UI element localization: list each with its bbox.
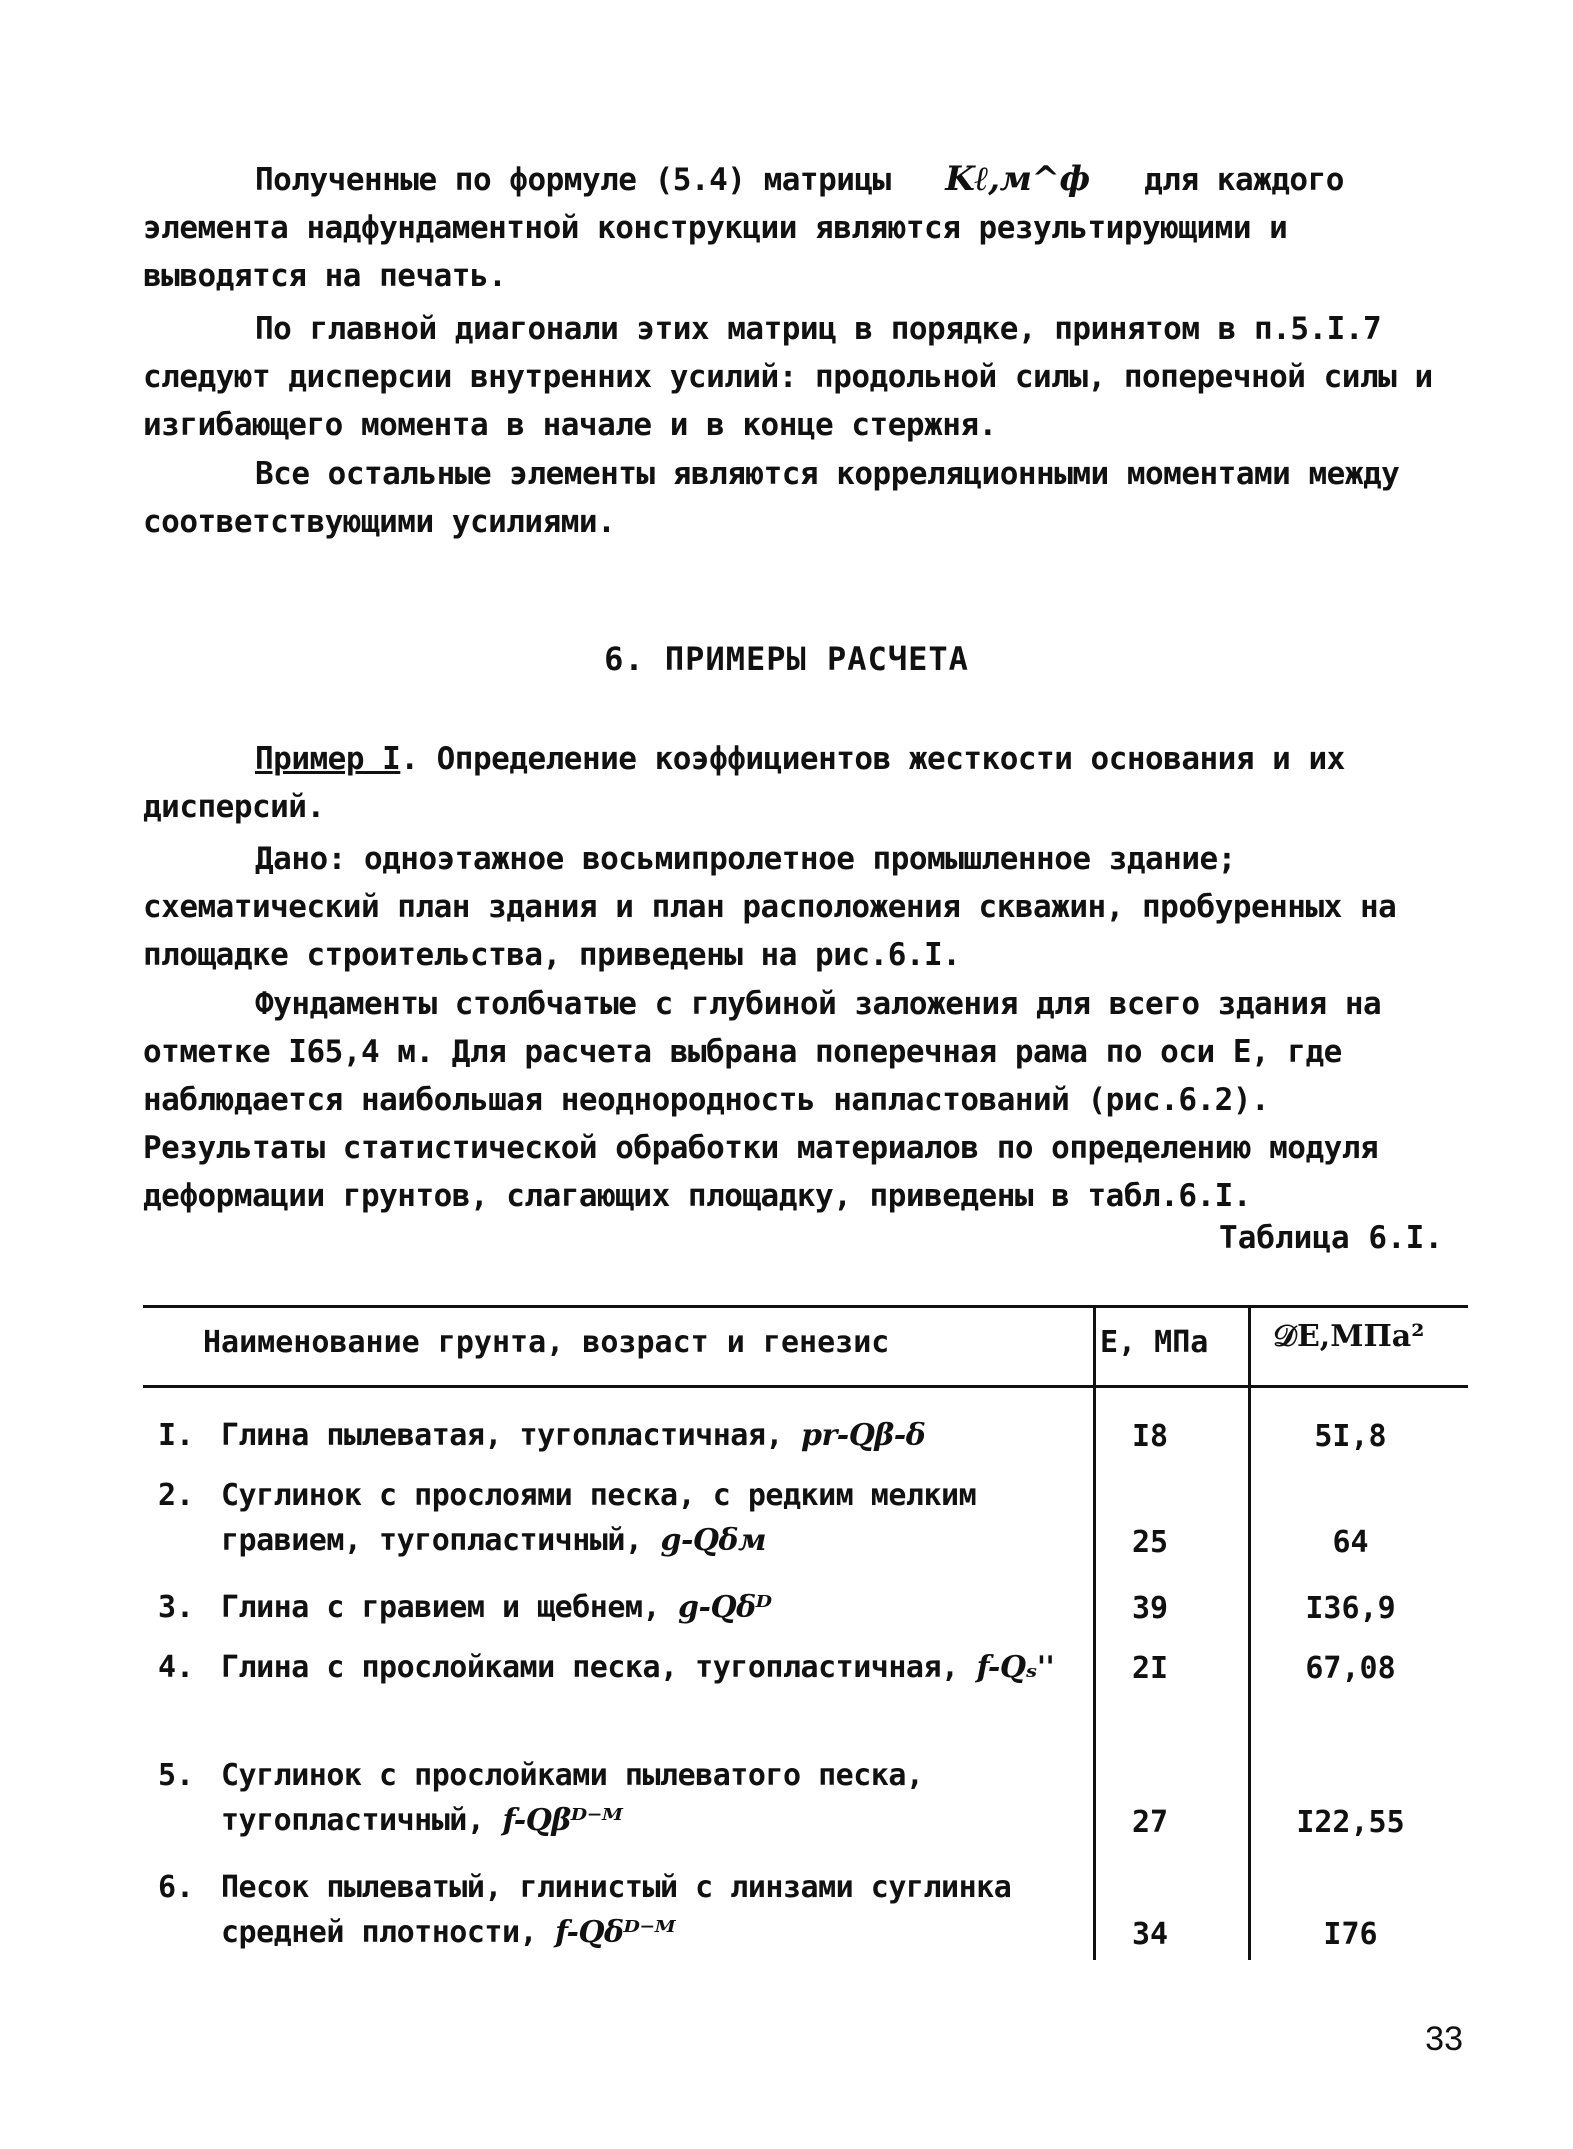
paragraph-other-elements [143, 450, 1463, 546]
table-caption: Таблица 6.I. [1219, 1220, 1443, 1256]
soil-name-text: Песок пылеватый, глинистый с линзами суглинка средней плотности, [221, 1870, 1012, 1950]
value-e: 2I [1131, 1651, 1169, 1686]
table-top-rule [143, 1305, 1468, 1308]
paragraph-example [143, 735, 1463, 831]
value-d: 64 [1332, 1525, 1369, 1560]
value-e: 34 [1131, 1917, 1169, 1952]
value-e: I8 [1131, 1419, 1169, 1454]
soil-name-text: Суглинок с прослойками пылеватого песка, тугопластичный, [221, 1758, 924, 1838]
value-d: 67,08 [1305, 1651, 1396, 1686]
soil-name-text: Глина с прослойками песка, тугопластичная, [221, 1650, 959, 1685]
value-e: 25 [1131, 1525, 1169, 1560]
row-number: 2. [158, 1478, 195, 1513]
paragraph-text: для каждого элемента надфундаментной конструкции являются результирующими и выводятся на печать. [143, 162, 1344, 294]
section-heading: 6. ПРИМЕРЫ РАСЧЕТА [604, 640, 969, 678]
value-e: 27 [1131, 1805, 1169, 1840]
genesis-index: f-Qₛ'' [976, 1650, 1055, 1685]
header-e: Е, МПа [1100, 1325, 1209, 1360]
value-d: I22,55 [1296, 1805, 1405, 1840]
soil-name-text: Глина пылеватая, тугопластичная, [221, 1418, 783, 1453]
soil-name [221, 1473, 1121, 1563]
example-label: Пример I [255, 741, 401, 777]
paragraph-text: Все остальные элементы являются корреляционными моментами между соответствующими усилиями. [143, 456, 1400, 540]
row-number: 4. [158, 1650, 195, 1685]
value-d: I36,9 [1305, 1591, 1396, 1626]
example-title: . Определение коэффициентов жесткости основания и их дисперсий. [143, 741, 1345, 825]
table-column-divider [1093, 1305, 1096, 1960]
row-number: 3. [158, 1590, 195, 1625]
soil-name [221, 1413, 1211, 1458]
paragraph-given [143, 835, 1463, 979]
value-e: 39 [1131, 1591, 1169, 1626]
row-number: 5. [158, 1758, 195, 1793]
paragraph-text: Полученные по формуле (5.4) матрицы [255, 162, 891, 198]
genesis-index: g-Qδм [660, 1523, 767, 1558]
paragraph-diagonal [143, 305, 1463, 449]
table-header-rule [143, 1385, 1468, 1388]
soil-name [221, 1753, 1081, 1843]
genesis-index: f-Qβᴰ⁻ᴹ [502, 1803, 623, 1838]
soil-table [143, 1305, 1468, 1960]
value-d: 5I,8 [1314, 1419, 1387, 1454]
paragraph-text: По главной диагонали этих матриц в порядке, принятом в п.5.I.7 следуют дисперсии внутренних усилий: продольной силы, поперечной силы и изгибающего момента в начале и в конце стержня. [143, 311, 1433, 443]
value-d: I76 [1323, 1917, 1378, 1952]
soil-name [221, 1865, 1101, 1955]
table-column-divider [1248, 1305, 1251, 1960]
soil-name [221, 1585, 1211, 1630]
paragraph-text: Фундаменты столбчатые с глубиной заложения для всего здания на отметке I65,4 м. Для расчета выбрана поперечная рама по оси Е, где наблюдается наибольшая неоднородность напластований (рис.6.2). Результаты статистической обработки материалов по определению модуля деформации грунтов, слагающих площадку, приведены в табл.6.I. [143, 986, 1382, 1214]
header-d: 𝒟E,МПа² [1273, 1319, 1425, 1354]
paragraph-text: Дано: одноэтажное восьмипролетное промышленное здание; схематический план здания и план расположения скважин, пробуренных на площадке строительства, приведены на рис.6.I. [143, 841, 1397, 973]
soil-name [221, 1645, 1081, 1690]
row-number: 6. [158, 1870, 195, 1905]
soil-name-text: Глина с гравием и щебнем, [221, 1590, 661, 1625]
paragraph-foundations [143, 980, 1463, 1220]
genesis-index: g-Qδᴰ [678, 1590, 772, 1625]
page-number: 33 [1425, 2020, 1463, 2058]
paragraph-matrices [143, 155, 1463, 300]
soil-name-text: Суглинок с прослоями песка, с редким мелким гравием, тугопластичный, [221, 1478, 977, 1558]
matrix-formula: Kℓ,м^ф [945, 159, 1090, 199]
genesis-index: pr-Qβ-δ [800, 1418, 926, 1453]
genesis-index: f-Qδᴰ⁻ᴹ [555, 1915, 676, 1950]
header-name: Наименование грунта, возраст и генезис [203, 1325, 890, 1360]
row-number: I. [158, 1418, 195, 1453]
